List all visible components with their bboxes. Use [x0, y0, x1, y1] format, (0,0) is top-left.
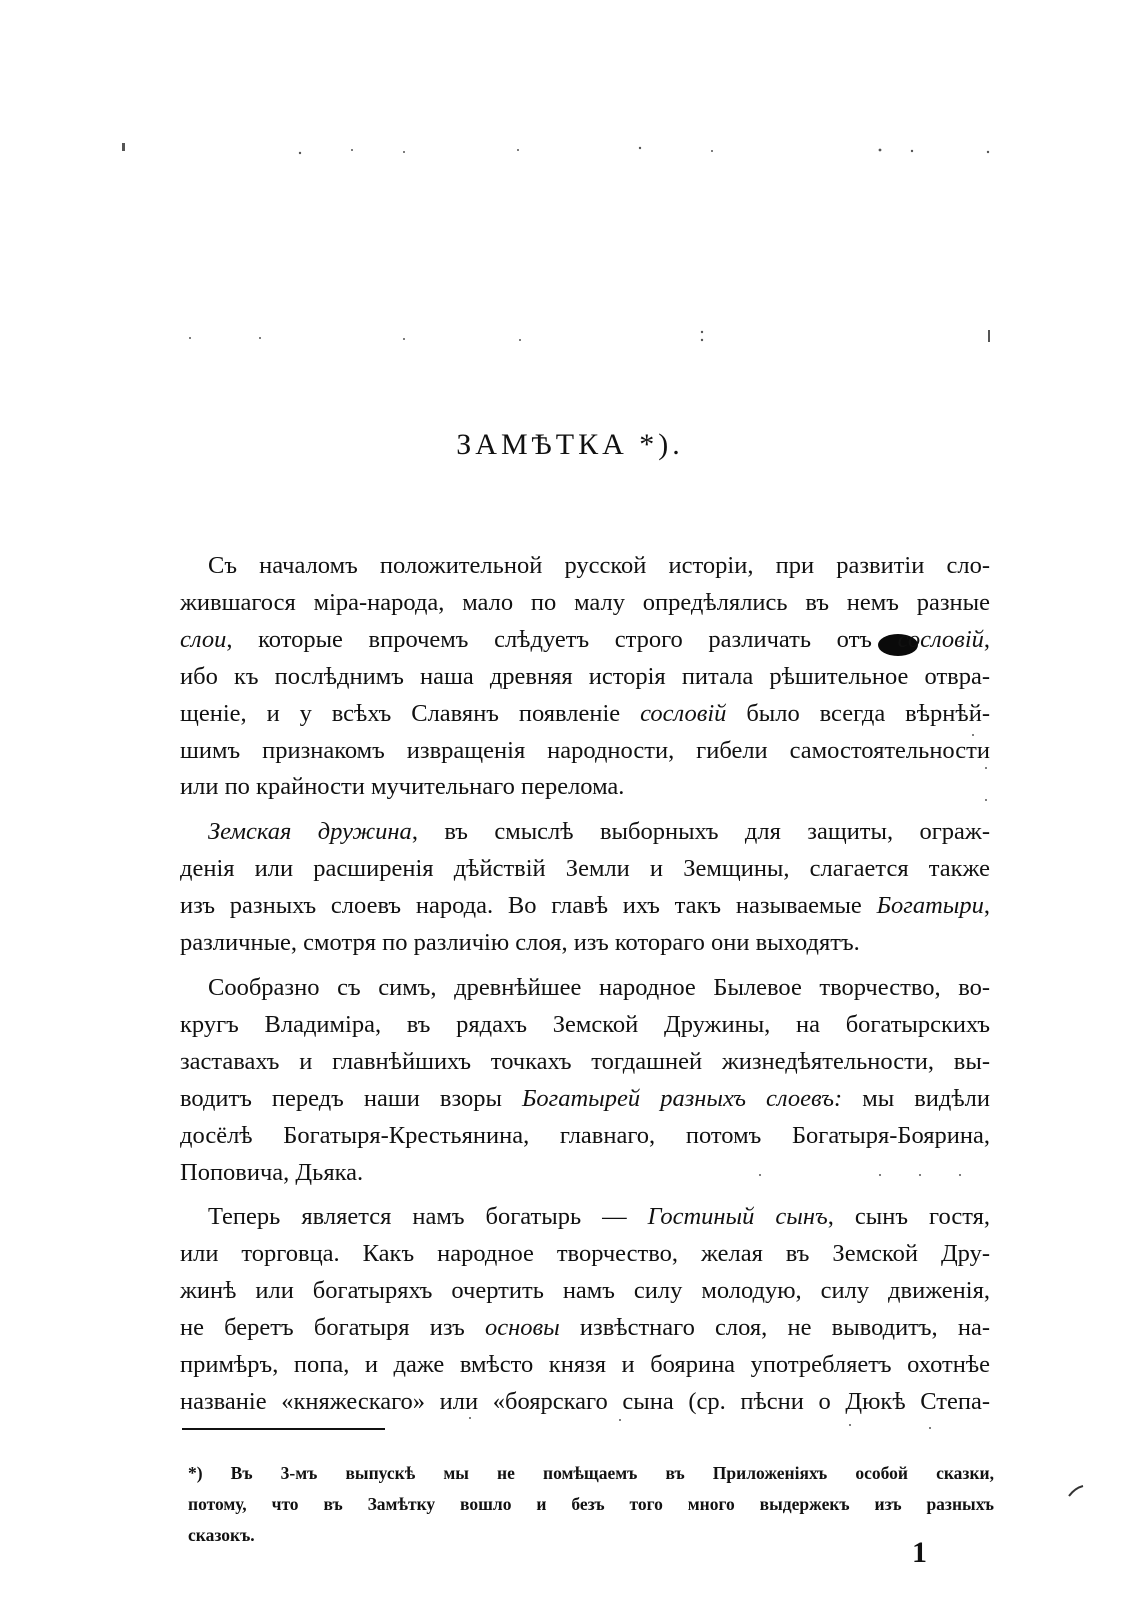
text-line: заставахъ и главнѣйшихъ точкахъ тогдашней жизнедѣятельности, вы-: [180, 1047, 990, 1075]
text-line: Поповича, Дьяка.: [180, 1158, 364, 1186]
main-text: [180, 548, 990, 1429]
text-line: водитъ передъ наши взоры Богатырей разныхъ слоевъ: мы видѣли: [180, 1084, 991, 1112]
footnote-line: сказокъ.: [188, 1525, 255, 1545]
footnote-line: потому, что въ Замѣтку вошло и безъ того много выдержекъ изъ разныхъ: [188, 1494, 994, 1514]
paragraph-4: [180, 1199, 990, 1420]
text-line: названіе «княжескаго» или «боярскаго сына (ср. пѣсни о Дюкѣ Степа-: [180, 1387, 990, 1415]
paragraph-2: [180, 814, 990, 962]
text-line: изъ разныхъ слоевъ народа. Во главѣ ихъ такъ называемые Богатыри,: [180, 892, 990, 920]
footnote-line: *) Въ 3-мъ выпускѣ мы не помѣщаемъ въ Приложеніяхъ особой сказки,: [188, 1463, 994, 1483]
footnote-divider: [182, 1428, 385, 1430]
text-line: или по крайности мучительнаго перелома.: [180, 773, 625, 801]
text-line: щеніе, и у всѣхъ Славянъ появленіе сословій было всегда вѣрнѣй-: [180, 699, 990, 727]
text-line: слои, которые впрочемъ слѣдуетъ строго различать отъ сословій,: [180, 625, 990, 653]
paragraph-1: [180, 548, 990, 806]
text-line: примѣръ, попа, и даже вмѣсто князя и боярина употребляетъ охотнѣе: [180, 1351, 990, 1379]
paragraph-3: [180, 970, 990, 1191]
footnote: [188, 1458, 994, 1551]
text-line: денія или расширенія дѣйствій Земли и Земщины, слагается также: [180, 855, 990, 883]
page-title: ЗАМѢТКА *).: [456, 428, 684, 461]
text-line: Теперь является намъ богатырь — Гостиный сынъ, сынъ гостя,: [208, 1203, 990, 1231]
text-line: ибо къ послѣднимъ наша древняя исторія питала рѣшительное отвра-: [180, 662, 990, 690]
text-line: не беретъ богатыря изъ основы извѣстнаго слоя, не выводитъ, на-: [180, 1314, 991, 1342]
page-number: 1: [912, 1536, 927, 1569]
text-line: досёлѣ Богатыря-Крестьянина, главнаго, потомъ Богатыря-Боярина,: [180, 1121, 990, 1149]
text-line: кругъ Владиміра, въ рядахъ Земской Дружины, на богатырскихъ: [180, 1010, 990, 1038]
text-line: жившагося міра-народа, мало по малу опредѣлялись въ немъ разные: [180, 588, 990, 616]
text-line: Съ началомъ положительной русской исторіи, при развитіи сло-: [208, 552, 990, 579]
text-line: различные, смотря по различію слоя, изъ котораго они выходятъ.: [180, 929, 860, 957]
text-line: Земская дружина, въ смыслѣ выборныхъ для защиты, ограж-: [208, 818, 990, 846]
text-line: Сообразно съ симъ, древнѣйшее народное Былевое творчество, во-: [208, 973, 990, 1001]
text-line: шимъ признакомъ извращенія народности, гибели самостоятельности: [180, 736, 990, 764]
text-line: или торговца. Какъ народное творчество, желая въ Земской Дру-: [180, 1240, 990, 1268]
text-line: жинѣ или богатыряхъ очертить намъ силу молодую, силу движенія,: [180, 1277, 990, 1305]
